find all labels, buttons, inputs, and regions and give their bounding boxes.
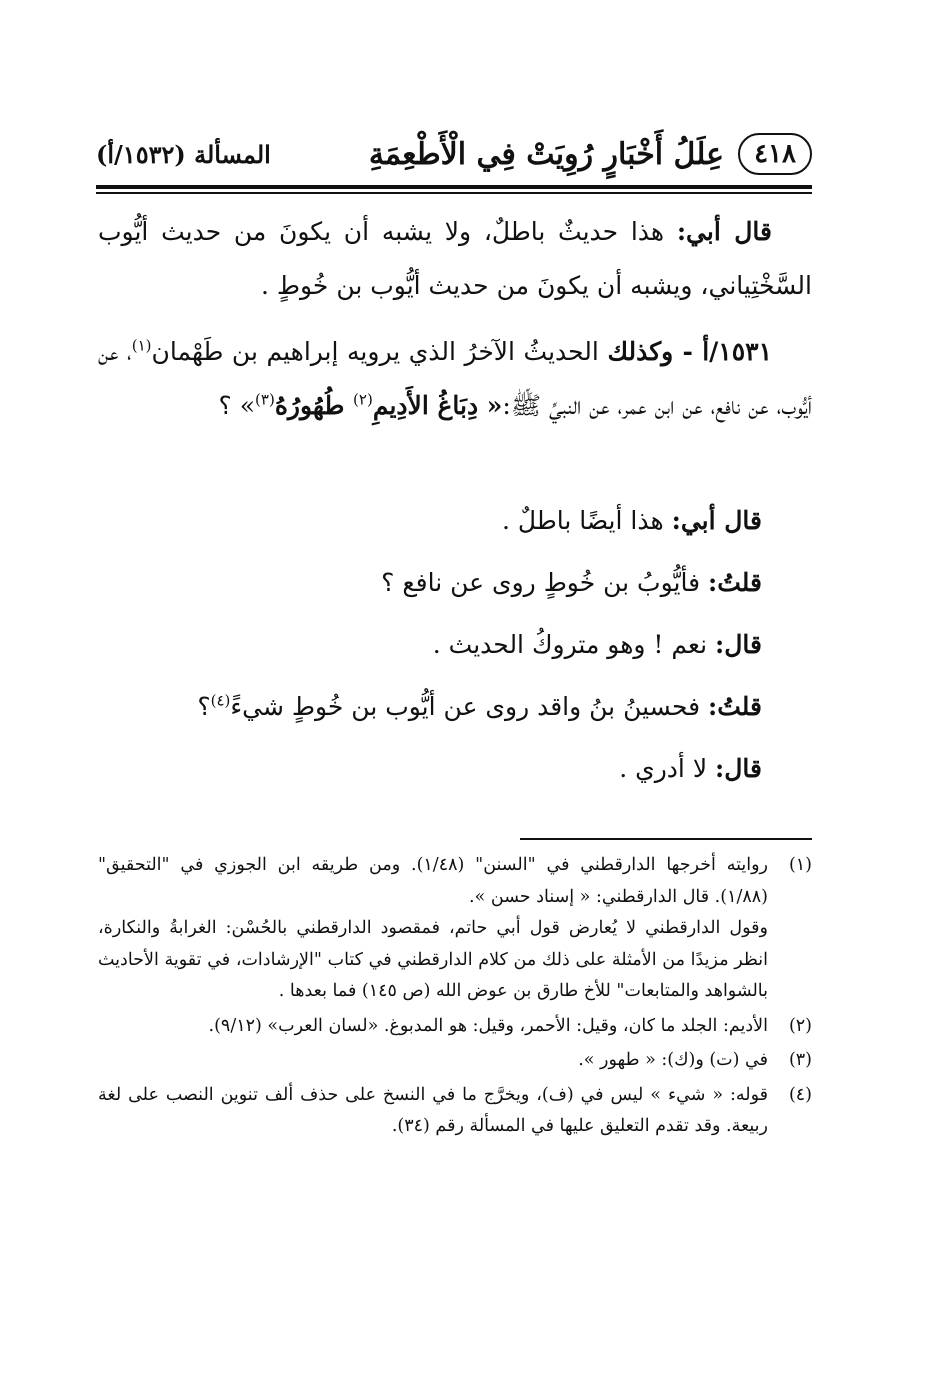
dialogue-line: [98, 614, 812, 676]
speaker-label: قلتُ:: [707, 568, 762, 597]
footnote-number: (١): [788, 855, 812, 875]
footnote-text: روايته أخرجها الدارقطني في "السنن" (١/٤٨). ومن طريقه ابن الجوزي في "التحقيق" (١/٨٨). قال الدارقطني: « إسناد حسن ».: [98, 855, 769, 907]
quote-close: » ؟: [218, 391, 256, 420]
running-title: عِلَلُ أَخْبَارٍ رُوِيَتْ فِي الْأَطْعِمَةِ: [368, 136, 725, 172]
footnotes: [98, 850, 812, 1146]
dialogue-line: [98, 490, 812, 552]
dialogue-line: [98, 676, 812, 738]
header-right: [369, 133, 812, 175]
footnote-body: [98, 850, 768, 1008]
hadith-quote: « دِبَاغُ الأَدِيمِ: [372, 391, 503, 420]
footnote-body: [98, 1080, 768, 1143]
paragraph-1: [98, 205, 812, 313]
footnote-4: [98, 1080, 812, 1143]
speaker-label: قال أبي:: [676, 217, 772, 246]
speaker-label: قال:: [715, 754, 762, 783]
footnote-body: [98, 1045, 768, 1077]
dialogue-text: فحسينُ بنُ واقد روى عن أيُّوب بن خُوطٍ شيءً: [230, 692, 708, 721]
question-mark: ؟: [197, 692, 211, 721]
footnote-marker-4[interactable]: (٤): [210, 691, 231, 710]
footnote-number: (٢): [788, 1015, 812, 1036]
footnote-marker-2[interactable]: (٢): [353, 390, 373, 409]
dialogue-text: لا أدري .: [619, 754, 716, 783]
footnote-3: [98, 1045, 812, 1077]
dialogue-text: هذا أيضًا باطلٌ .: [502, 506, 672, 535]
dialogue-line: [98, 738, 812, 800]
footnote-text: وقول الدارقطني لا يُعارض قول أبي حاتم، فمقصود الدارقطني بالحُسْن: الغرابةُ والنكارة، انظر مزيدًا من الأمثلة على ذلك من كلام الدارقطني في كتاب "الإرشادات، في تقوية الأحاديث بالشواهد والمتابعات" للأخ طارق بن عوض الله (ص ١٤٥) فما بعدها .: [98, 918, 768, 1001]
page-number: ٤١٨: [738, 133, 812, 175]
speaker-label: قلتُ:: [707, 692, 762, 721]
hadith-quote: طُهُورُهُ: [274, 391, 354, 420]
speaker-label: قال:: [715, 630, 762, 659]
paragraph-2: [98, 325, 812, 433]
paragraph-text: هذا حديثٌ باطلٌ، ولا يشبه أن يكونَ من حديث أيُّوب السَّخْتِياني، ويشبه أن يكونَ من حديث أيُّوب بن خُوطٍ .: [98, 217, 812, 300]
footnote-text: في (ت) و(ك): « طهور ».: [578, 1050, 768, 1070]
issue-number: ١٥٣١/أ -: [682, 337, 773, 366]
footnote-marker-3[interactable]: (٣): [255, 390, 275, 409]
footnote-marker-1[interactable]: (١): [131, 336, 152, 355]
footnote-2: [98, 1011, 812, 1043]
footnote-separator: [520, 838, 812, 840]
speaker-label: قال أبي:: [671, 506, 762, 535]
footnote-1: [98, 850, 812, 1008]
paragraph-text: الحديثُ الآخرُ الذي يرويه إبراهيم بن طَهْمان: [151, 337, 608, 366]
paragraph-text: ، عن أيُّوب، عن نافع، عن ابن عمر، عن النبيِّ ﷺ:: [98, 337, 812, 420]
dialogue-text: فأيُّوبُ بن خُوطٍ روى عن نافع ؟: [381, 568, 708, 597]
footnote-text: قوله: « شيء » ليس في (ف)، ويخرَّج ما في النسخ على حذف ألف تنوين النصب على لغة ربيعة. وقد تقدم التعليق عليها في المسألة رقم (٣٤).: [98, 1084, 768, 1136]
dialogue: [98, 490, 812, 800]
footnote-number: (٤): [788, 1084, 812, 1105]
main-text: [98, 205, 812, 433]
footnote-body: [98, 1011, 768, 1043]
dialogue-text: نعم ! وهو متروكُ الحديث .: [432, 630, 716, 659]
footnote-number: (٣): [788, 1050, 812, 1070]
dialogue-line: [98, 552, 812, 614]
footnote-text: الأديم: الجلد ما كان، وقيل: الأحمر، وقيل: هو المدبوغ. «لسان العرب» (٩/١٢).: [208, 1015, 768, 1036]
lead-word: وكذلك: [607, 337, 683, 366]
issue-reference: المسألة (١٥٣٢/أ): [96, 139, 271, 169]
page-header: [96, 128, 812, 180]
header-rule-thick: [96, 185, 812, 189]
header-rule-thin: [96, 192, 812, 194]
